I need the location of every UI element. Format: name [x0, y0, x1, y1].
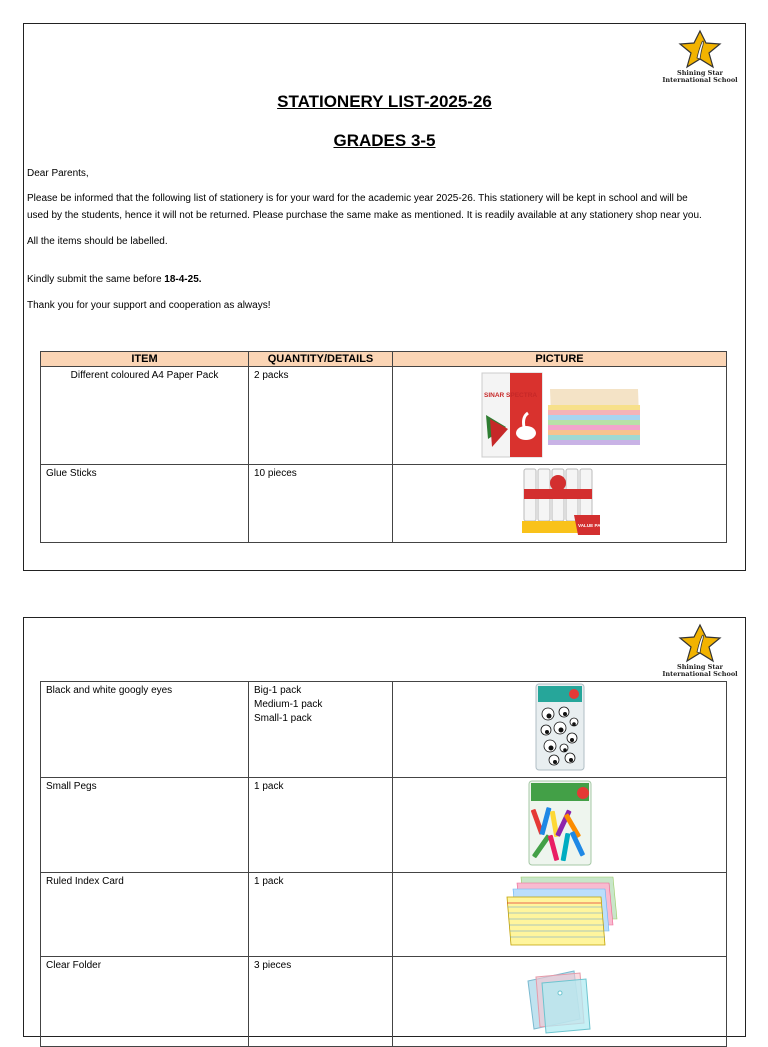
intro-line-2: used by the students, hence it will not be returned. Please purchase the same make as mentioned. It is readily available at any stationery shop near you. [27, 210, 702, 221]
document-subtitle: GRADES 3-5 [333, 131, 436, 150]
logo-line-1: Shining Star [677, 663, 723, 671]
intro-paragraph [27, 190, 745, 224]
item-cell: Ruled Index Card [41, 873, 249, 957]
item-cell: Clear Folder [41, 957, 249, 1047]
school-logo [660, 29, 740, 87]
picture-cell [393, 682, 727, 778]
school-logo [660, 623, 740, 681]
svg-text:VALUE PACK [578, 523, 608, 528]
logo-line-2: International School [662, 670, 738, 678]
table-row [41, 465, 727, 543]
logo-line-2: International School [662, 76, 738, 84]
quantity-line: Big-1 pack [254, 685, 302, 696]
item-cell: Small Pegs [41, 778, 249, 873]
quantity-cell: 10 pieces [249, 465, 393, 543]
picture-cell [393, 778, 727, 873]
star-logo-icon [675, 29, 725, 69]
submit-note [27, 271, 745, 288]
picture-cell [393, 367, 727, 465]
picture-cell [393, 465, 727, 543]
quantity-line: Medium-1 pack [254, 699, 323, 710]
document-title: STATIONERY LIST-2025-26 [277, 92, 492, 111]
submit-date: 18-4-25. [164, 274, 202, 285]
small-pegs-image [525, 779, 595, 867]
stationery-table-continued [40, 681, 727, 1047]
item-cell: Glue Sticks [41, 465, 249, 543]
quantity-cell: 3 pieces [249, 957, 393, 1047]
quantity-cell: 2 packs [249, 367, 393, 465]
index-cards-image [501, 873, 619, 951]
star-logo-icon [675, 623, 725, 663]
label-note: All the items should be labelled. [27, 236, 168, 247]
googly-eyes-image [534, 682, 586, 772]
submit-text: Kindly submit the same before [27, 274, 165, 285]
item-cell: Different coloured A4 Paper Pack [41, 367, 249, 465]
value-pack-label: VALUE PACK [577, 523, 607, 528]
header-quantity: QUANTITY/DETAILS [249, 352, 393, 367]
item-cell: Black and white googly eyes [41, 682, 249, 778]
table-row [41, 367, 727, 465]
quantity-cell: 1 pack [249, 873, 393, 957]
stationery-table [40, 351, 727, 543]
table-row [41, 682, 727, 778]
picture-cell [393, 873, 727, 957]
colored-paper-pack-image [478, 367, 642, 459]
brand-label: SINAR SPECTRA [483, 392, 537, 399]
document-page-1 [23, 23, 746, 571]
quantity-line: Small-1 pack [254, 713, 312, 724]
table-row [41, 778, 727, 873]
logo-line-1: Shining Star [677, 69, 723, 77]
picture-cell [393, 957, 727, 1047]
quantity-cell [249, 682, 393, 778]
table-row [41, 957, 727, 1047]
salutation: Dear Parents, [27, 168, 89, 179]
thanks-note: Thank you for your support and cooperation as always! [27, 300, 271, 311]
intro-line-1: Please be informed that the following list of stationery is for your ward for the academic year 2025-26. This stationery will be kept in school and will be [27, 193, 688, 204]
document-page-2 [23, 617, 746, 1037]
quantity-cell: 1 pack [249, 778, 393, 873]
clear-folder-image [520, 957, 600, 1041]
header-item: ITEM [41, 352, 249, 367]
glue-sticks-image [518, 465, 607, 537]
header-picture: PICTURE [393, 352, 727, 367]
table-row [41, 873, 727, 957]
